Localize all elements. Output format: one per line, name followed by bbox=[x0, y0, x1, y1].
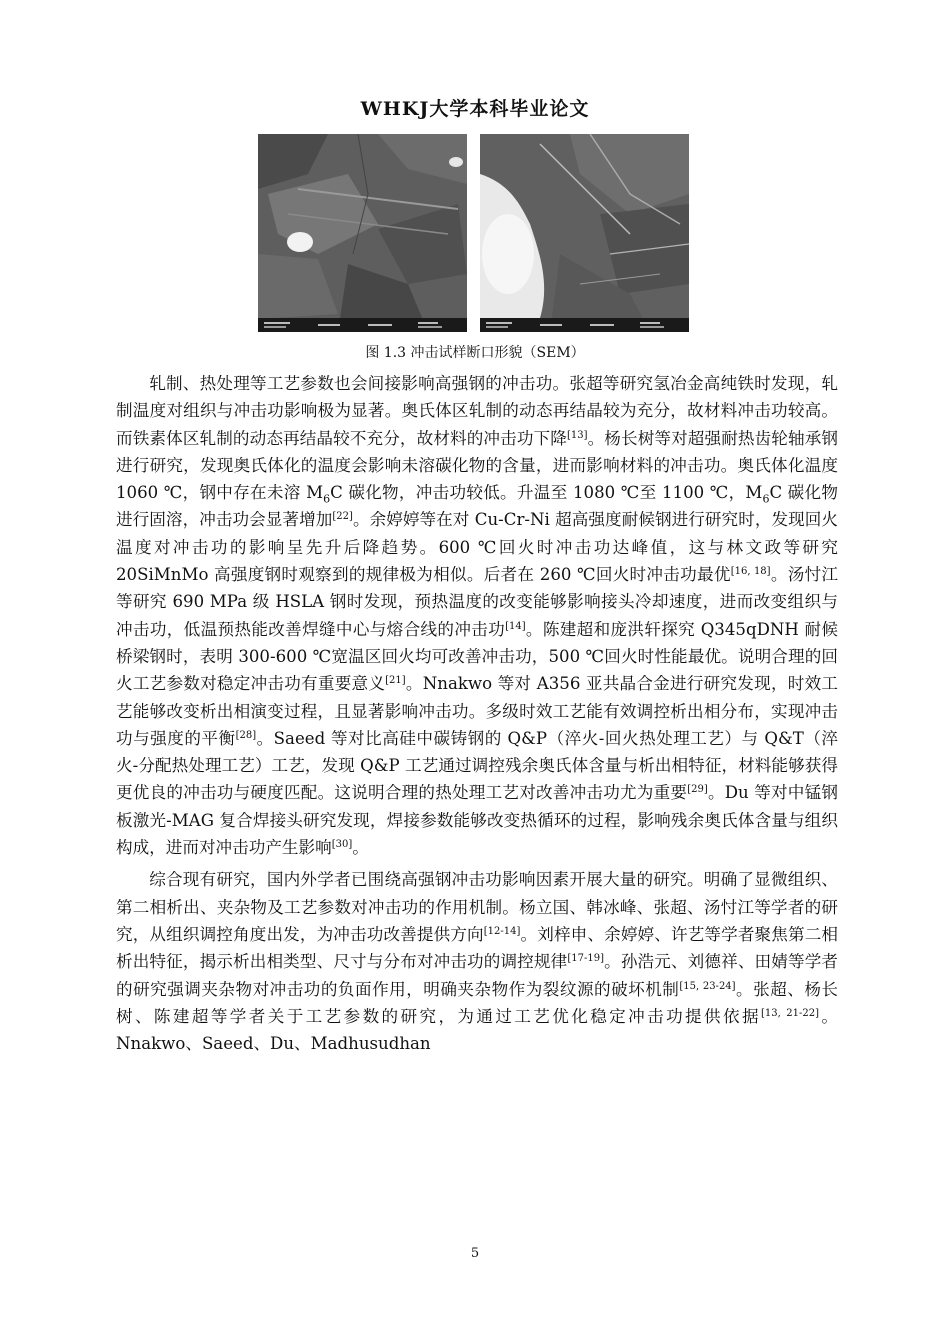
figure-caption: 图 1.3 冲击试样断口形貌（SEM） bbox=[365, 345, 585, 361]
citation: [12-14] bbox=[483, 925, 521, 937]
text-run: C 碳化物进行固溶，冲击功会显著增加 bbox=[116, 483, 838, 530]
text-run: 。杨长树等对超强耐热齿轮轴承钢进行研究，发现奥氏体化的温度会影响未溶碳化物的含量，进而影响材料的冲击功。奥氏体化温度 1060 ℃，钢中存在未溶 M bbox=[116, 428, 839, 503]
citation: [14] bbox=[505, 620, 526, 632]
citation: [29] bbox=[687, 784, 708, 796]
text-run: 。Saeed 等对比高硅中碳铸钢的 Q&P（淬火-回火热处理工艺）与 Q&T（淬火-分配热处理工艺）工艺，发现 Q&P 工艺通过调控残余奥氏体含量与析出相特征，材料能够获得更优良的冲击功与硬度匹配。这说明合理的热处理工艺对改善冲击功尤为重要 bbox=[116, 728, 839, 803]
citation: [13, 21-22] bbox=[760, 1007, 820, 1019]
paragraph-2 bbox=[116, 866, 838, 1057]
citation: [21] bbox=[385, 675, 406, 687]
text-run: C 碳化物，冲击功较低。升温至 1080 ℃至 1100 ℃，M bbox=[330, 483, 763, 503]
sem-image-left bbox=[258, 134, 467, 332]
citation: [15, 23-24] bbox=[679, 980, 736, 992]
text-run: 。Nnakwo、Saeed、Du、Madhusudhan bbox=[116, 1006, 838, 1054]
page-header: WHKJ大学本科毕业论文 bbox=[360, 98, 590, 120]
text-run: 。刘梓申、余婷婷、许艺等学者聚焦第二相析出特征，揭示析出相类型、尺寸与分布对冲击功的调控规律 bbox=[116, 924, 839, 972]
body-text bbox=[116, 370, 838, 1057]
sem-image-right bbox=[480, 134, 689, 332]
text-run: 。余婷婷等在对 Cu-Cr-Ni 超高强度耐候钢进行研究时，发现回火温度对冲击功的影响呈先升后降趋势。600 ℃回火时冲击功达峰值，这与林文政等研究 20SiMnMo 高强度钢时观察到的规律极为相似。后者在 260 ℃回火时冲击功最优 bbox=[116, 510, 839, 585]
citation: [16, 18] bbox=[730, 566, 771, 578]
citation: [13] bbox=[566, 429, 588, 441]
page-number: 5 bbox=[470, 1246, 480, 1261]
text-run: 综合现有研究，国内外学者已围绕高强钢冲击功影响因素开展大量的研究。明确了显微组织、第二相析出、夹杂物及工艺参数对冲击功的作用机制。杨立国、韩冰峰、张超、汤忖江等学者的研究，从组织调控角度出发，为冲击功改善提供方向 bbox=[116, 870, 838, 944]
figure-1-3 bbox=[258, 134, 690, 334]
citation: [17-19] bbox=[567, 953, 604, 965]
text-run: 。Nnakwo 等对 A356 亚共晶合金进行研究发现，时效工艺能够改变析出相演变过程，且显著影响冲击功。多级时效工艺能有效调控析出相分布，实现冲击功与强度的平衡 bbox=[116, 674, 839, 748]
citation: [28] bbox=[235, 729, 257, 741]
subscript: 6 bbox=[762, 492, 770, 506]
text-run: 。汤忖江等研究 690 MPa 级 HSLA 钢时发现，预热温度的改变能够影响接头冷却速度，进而改变组织与冲击功，低温预热能改善焊缝中心与熔合线的冲击功 bbox=[116, 565, 839, 639]
citation: [22] bbox=[332, 511, 353, 523]
text-run: 。Du 等对中锰钢板激光-MAG 复合焊接头研究发现，焊接参数能够改变热循环的过程，影响残余奥氏体含量与组织构成，进而对冲击功产生影响 bbox=[116, 783, 839, 858]
text-run: 。孙浩元、刘德祥、田婧等学者的研究强调夹杂物对冲击功的负面作用，明确夹杂物作为裂纹源的破坏机制 bbox=[116, 952, 839, 999]
text-run: 。 bbox=[352, 838, 369, 858]
subscript: 6 bbox=[323, 492, 331, 506]
citation: [30] bbox=[331, 839, 353, 851]
text-run: 。陈建超和庞洪轩探究 Q345qDNH 耐候桥梁钢时，表明 300-600 ℃宽温区回火均可改善冲击功，500 ℃回火时性能最优。说明合理的回火工艺参数对稳定冲击功有重要意义 bbox=[116, 619, 838, 694]
paragraph-1 bbox=[116, 370, 838, 861]
text-run: 。张超、杨长树、陈建超等学者关于工艺参数的研究，为通过工艺优化稳定冲击功提供依据 bbox=[116, 979, 839, 1026]
text-run: 轧制、热处理等工艺参数也会间接影响高强钢的冲击功。张超等研究氢冶金高纯铁时发现，轧制温度对组织与冲击功影响极为显著。奥氏体区轧制的动态再结晶较为充分，故材料冲击功较高。而铁素体区轧制的动态再结晶较不充分，故材料的冲击功下降 bbox=[116, 374, 838, 448]
